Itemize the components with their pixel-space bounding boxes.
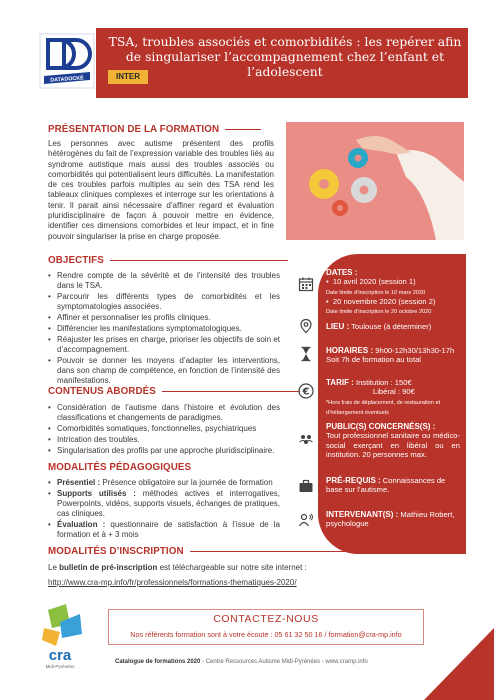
inscription-heading: MODALITÉS D’INSCRIPTION <box>48 546 458 557</box>
footer-text: Catalogue de formations 2020 - Centre Ressources Autisme Midi-Pyrénées - www.cramp.info <box>115 659 368 665</box>
page-number: 20 <box>444 651 459 666</box>
list-item: • Singularisation des profils par une approche pluridisciplinaire. <box>48 446 280 456</box>
cra-logo-subtext: Midi-Pyrénées <box>45 664 75 669</box>
dates-block: DATES : • 10 avril 2020 (session 1) Date limite d’inscription le 10 mars 2020 • 20 novembre 2020 (session 2) Date limite d’inscription le 20 octobre 2020 <box>326 268 436 316</box>
list-item: • Considération de l’autisme dans l’histoire et évolution des classifications et changements de paradigmes. <box>48 403 280 424</box>
modalites-heading: MODALITÉS PÉDAGOGIQUES <box>48 462 192 473</box>
list-item: • Rendre compte de la sévérité et de l’intensité des troubles dans le TSA. <box>48 271 280 292</box>
inscription-text: Le bulletin de pré-inscription est téléchargeable sur notre site internet : <box>48 563 307 572</box>
cra-logo-text: cra <box>48 647 72 664</box>
objectifs-heading: OBJECTIFS <box>48 255 288 266</box>
page-corner <box>424 628 494 700</box>
calendar-icon <box>298 276 314 292</box>
contenus-heading: CONTENUS ABORDÉS <box>48 386 300 397</box>
speaker-person-icon <box>298 512 314 528</box>
hourglass-icon <box>298 346 314 362</box>
page-title: TSA, troubles associés et comorbidités : les repérer afin de singulariser l’accompagnement chez l’enfant et l’adolescent <box>108 34 462 79</box>
group-icon <box>298 432 314 448</box>
public-block: PUBLIC(S) CONCERNÉS(S) : Tout professionnel sanitaire ou médico-social exerçant en libéral ou en institution. 20 personnes max. <box>326 422 460 460</box>
list-item: • Présentiel : Présence obligatoire sur la journée de formation <box>48 478 280 488</box>
gears-hand-photo <box>286 122 464 240</box>
list-item: • Intrication des troubles. <box>48 435 280 445</box>
list-item: • Affiner et personnaliser les profils cliniques. <box>48 313 280 323</box>
euro-icon <box>298 383 314 399</box>
list-item: • Évaluation : questionnaire de satisfaction à l’issue de la formation et à + 3 mois <box>48 520 280 541</box>
location-pin-icon <box>298 318 314 334</box>
briefcase-icon <box>298 478 314 494</box>
horaires-block: HORAIRES : 9h00-12h30/13h30-17h Soit 7h de formation au total <box>326 346 455 365</box>
datadock-logo <box>38 32 96 90</box>
list-item: • Parcourir les différents types de comorbidités et les symptomatologies associées. <box>48 292 280 313</box>
intervenant-block: INTERVENANT(S) : Mathieu Robert, psychologue <box>326 510 455 529</box>
prerequis-block: PRÉ-REQUIS : Connaissances de base sur l’autisme. <box>326 476 446 495</box>
tarif-block: TARIF : Institution : 150€ Libéral : 90€ *Hors frais de déplacement, de restauration et d’hébergement éventuels <box>326 378 441 416</box>
inter-badge: INTER <box>108 70 148 84</box>
list-item: • Réajuster les prises en charge, prioriser les objectifs de soin et d’accompagnement. <box>48 335 280 356</box>
modalites-list <box>48 478 280 541</box>
svg-text:€: € <box>302 386 310 398</box>
list-item: • Comorbidités somatiques, fonctionnelles, psychiatriques <box>48 424 280 434</box>
list-item: • Différencier les manifestations symptomatologiques. <box>48 324 280 334</box>
datadock-label: DATADOCKÉ <box>50 75 85 84</box>
list-item: • Pouvoir se donner les moyens d’adapter les interventions, dans son champ de compétence, en fonction de l’intensité des manifestations. <box>48 356 280 387</box>
presentation-heading: PRÉSENTATION DE LA FORMATION <box>48 124 261 135</box>
list-item: • Supports utilisés : méthodes actives et interrogatives, Powerpoints, vidéos, supports visuels, échanges de pratiques, cas cliniques. <box>48 489 280 520</box>
contenus-list <box>48 403 280 456</box>
objectifs-list <box>48 271 280 387</box>
contact-line: Nos référents formation sont à votre écoute : 05 61 32 50 16 / formation@cra-mp.info <box>130 630 402 639</box>
lieu-block: LIEU : Toulouse (à déterminer) <box>326 322 432 331</box>
inscription-link[interactable]: http://www.cra-mp.info/fr/professionnels/formations-thematiques-2020/ <box>48 578 297 587</box>
cra-logo <box>40 604 100 674</box>
presentation-text: Les personnes avec autisme présentent des profils hétérogènes du fait de l’expression variable des troubles liés au syndrome autistique mais aussi des troubles associés ou comorbidités qui potentialisent leurs difficultés. La manifestation de ces troubles parfois multiples au sein des TSA rend les tableaux cliniques complexes et interroge sur les orientations à tenir. Il parait ainsi nécessaire d’affiner regard et évaluation pluridisciplinaire de façon à pouvoir mettre en évidence, identifier ces dimensions comorbides et leur impact, et in fine pouvoir singulariser la prise en charge proposée. <box>48 139 274 241</box>
contact-title: CONTACTEZ-NOUS <box>213 613 319 625</box>
